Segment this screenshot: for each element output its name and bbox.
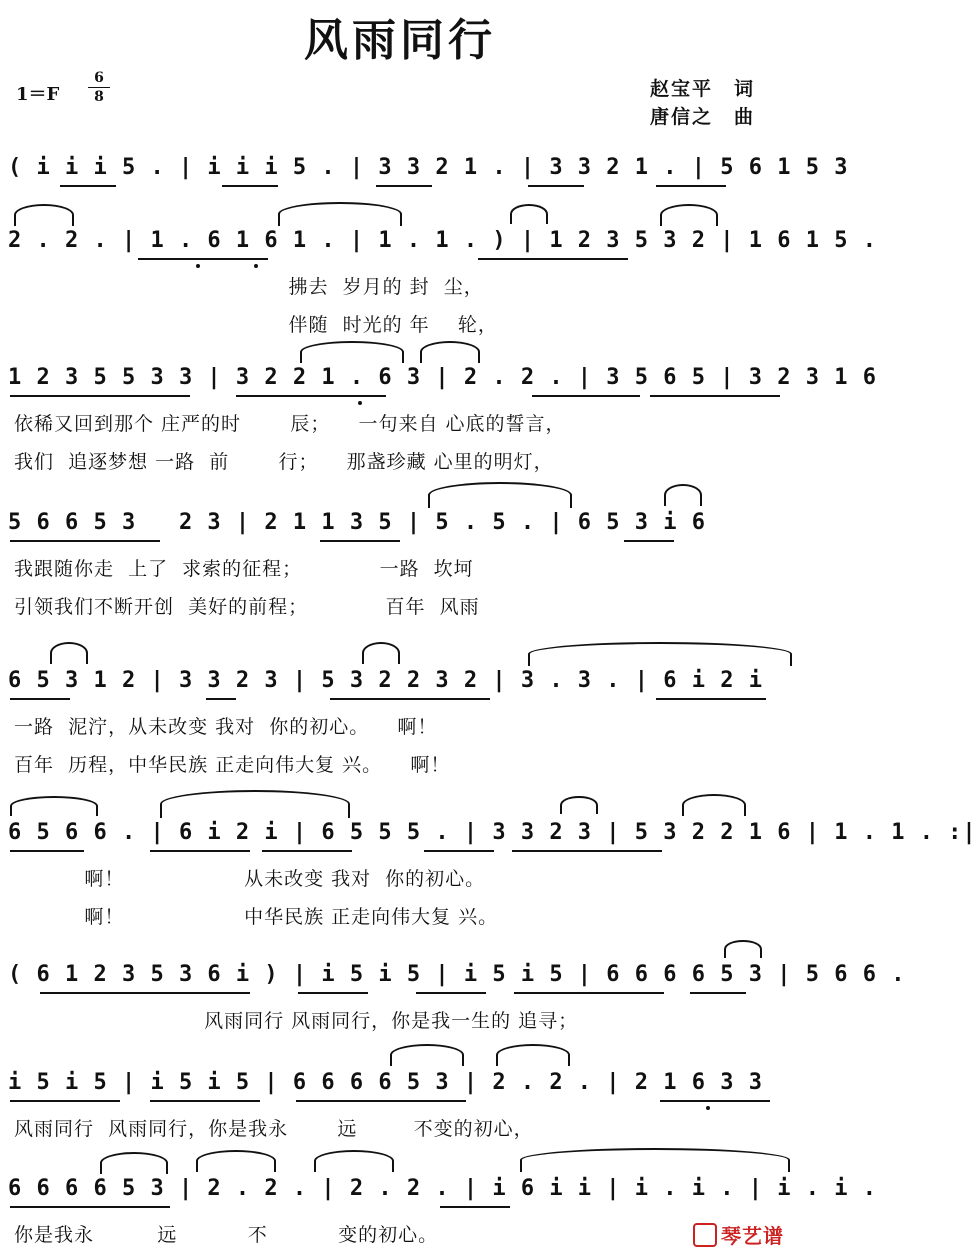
time-signature [88,70,110,105]
lyrics-verse-2: 百年 历程，中华民族 正走向伟大复 兴。 啊！ [14,754,451,776]
score-row [0,228,877,336]
lyrics-line: 风雨同行 风雨同行，你是我永 远 不变的初心， [14,1118,534,1140]
notation-line: 5 6 6 5 3 2 3 | 2 1 1 3 5 | 5 . 5 . | 6 5 3 i 6 [8,510,707,535]
notation-line: ( 6 1 2 3 5 3 6 i ) | i 5 i 5 | i 5 i 5 | 6 6 6 6 5 3 | 5 6 6 . [8,962,906,987]
watermark [693,1220,784,1249]
score-row [0,1176,877,1256]
score-row [0,668,800,776]
score-row [0,1070,800,1150]
lyrics-line: 风雨同行 风雨同行，你是我一生的 追寻； [14,1010,579,1032]
notation-line: 6 5 6 6 . | 6 i 2 i | 6 5 5 5 . | 3 3 2 3 | 5 3 2 2 1 6 | 1 . 1 . :| [8,820,977,845]
lyrics-verse-1: 我跟随你走 上了 求索的征程； 一路 坎坷 [14,558,474,580]
lyrics-verse-2: 引领我们不断开创 美好的前程； 百年 风雨 [14,596,480,618]
score-row [0,820,977,928]
lyrics-verse-2: 我们 追逐梦想 一路 前 行； 那盏珍藏 心里的明灯， [14,451,554,473]
lyrics-verse-1: 拂去 岁月的 封 尘， [14,276,484,298]
lyrics-verse-2: 伴随 时光的 年 轮， [14,314,498,336]
lyrics-verse-2: 啊！ 中华民族 正走向伟大复 兴。 [14,906,499,928]
score-row [0,510,800,618]
key-signature: 1＝F [16,84,60,105]
time-signature-bottom: 8 [94,89,104,105]
notation-line: 6 6 6 6 5 3 | 2 . 2 . | 2 . 2 . | i 6 i i | i . i . | i . i . [8,1176,877,1201]
score-row [0,365,877,473]
score-row [0,962,906,1042]
watermark-text: 琴艺谱 [721,1224,784,1248]
lyrics-verse-1: 依稀又回到那个 庄严的时 辰； 一句来自 心底的誓言， [14,413,566,435]
notation-line: 1 2 3 5 5 3 3 | 3 2 2 1 . 6 3 | 2 . 2 . | 3 5 6 5 | 3 2 3 1 6 [8,365,877,390]
song-title: 风雨同行 [304,15,496,66]
notation-line: ( i i i 5 . | i i i 5 . | 3 3 2 1 . | 3 3 2 1 . | 5 6 1 5 3 [8,155,849,180]
lyrics-verse-1: 一路 泥泞，从未改变 我对 你的初心。 啊！ [14,716,438,738]
time-signature-top: 6 [94,70,104,86]
lyricist-credit: 赵宝平 词 [650,78,756,100]
notation-line: i 5 i 5 | i 5 i 5 | 6 6 6 6 5 3 | 2 . 2 . | 2 1 6 3 3 [8,1070,763,1095]
composer-credit: 唐信之 曲 [650,106,756,128]
lyrics-verse-1: 啊！ 从未改变 我对 你的初心。 [14,868,486,890]
notation-line: 2 . 2 . | 1 . 6 1 6 1 . | 1 . 1 . ) | 1 2 3 5 3 2 | 1 6 1 5 . [8,228,877,253]
logo-icon [693,1223,717,1247]
lyrics-line: 你是我永 远 不 变的初心。 [14,1224,439,1246]
notation-line: 6 5 3 1 2 | 3 3 2 3 | 5 3 2 2 3 2 | 3 . 3 . | 6 i 2 i [8,668,763,693]
